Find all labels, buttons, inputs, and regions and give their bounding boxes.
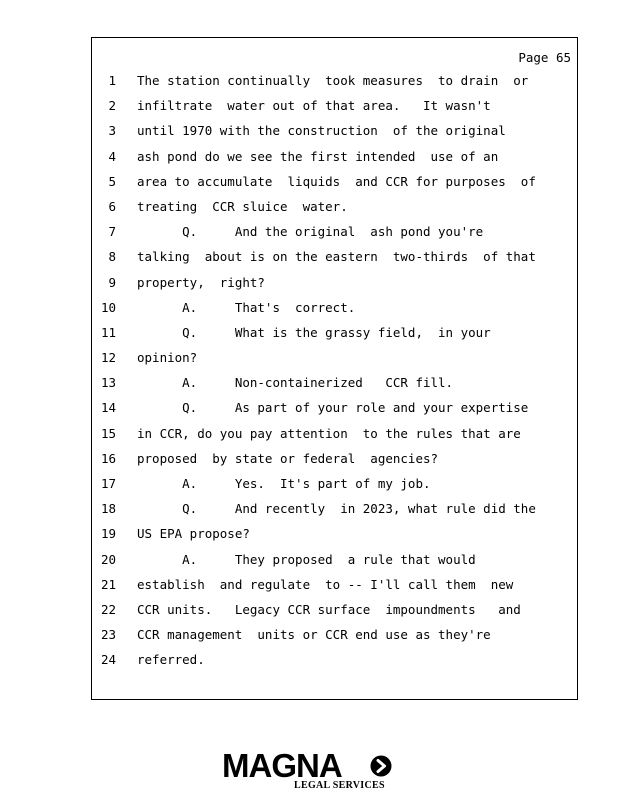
transcript-line [92,169,577,194]
line-text: Q. As part of your role and your expertise [137,400,529,416]
line-text: until 1970 with the construction of the original [137,123,506,139]
logo-subtitle: LEGAL SERVICES [294,780,385,791]
line-text: The station continually took measures to drain or [137,73,529,88]
transcript-line [92,395,577,420]
line-number: 4 [108,148,116,164]
line-number: 12 [100,350,116,366]
page-number: Page 65 [518,50,571,65]
line-text: CCR management units or CCR end use as they're [137,627,491,643]
line-number: 23 [100,627,116,643]
transcript-line [92,244,577,269]
line-text: treating CCR sluice water. [137,198,348,214]
transcript-page [91,37,578,700]
line-text: talking about is on the eastern two-thirds of that [137,249,536,265]
transcript-line [92,446,577,471]
line-text: US EPA propose? [137,526,250,542]
transcript-line [92,370,577,395]
transcript-body [92,68,577,673]
transcript-line [92,345,577,370]
line-number: 3 [108,123,116,139]
transcript-line [92,647,577,672]
line-number: 1 [108,73,116,88]
line-number: 21 [100,576,116,592]
line-number: 11 [100,324,116,340]
line-number: 5 [108,173,116,189]
transcript-line [92,118,577,143]
line-text: Q. And the original ash pond you're [137,224,484,240]
chevron-right-circle-icon [370,755,392,777]
line-number: 14 [100,400,116,416]
line-text: opinion? [137,350,198,366]
transcript-line [92,270,577,295]
line-number: 6 [108,198,116,214]
line-text: area to accumulate liquids and CCR for purposes of [137,173,536,189]
transcript-line [92,421,577,446]
logo-wordmark: MAGNA [222,747,342,784]
line-number: 8 [108,249,116,265]
line-number: 7 [108,224,116,240]
line-text: Q. And recently in 2023, what rule did the [137,501,536,517]
transcript-line [92,572,577,597]
line-number: 22 [100,601,116,617]
transcript-line [92,68,577,93]
line-text: proposed by state or federal agencies? [137,450,439,466]
line-text: in CCR, do you pay attention to the rules that are [137,425,521,441]
line-number: 15 [100,425,116,441]
line-number: 13 [100,375,116,391]
transcript-line [92,622,577,647]
line-number: 24 [100,652,116,668]
transcript-line [92,144,577,169]
transcript-line [92,496,577,521]
transcript-line [92,547,577,572]
transcript-line [92,194,577,219]
line-text: ash pond do we see the first intended use of an [137,148,499,164]
transcript-line [92,471,577,496]
line-number: 2 [108,98,116,114]
line-number: 20 [100,551,116,567]
transcript-line [92,295,577,320]
transcript-line [92,320,577,345]
line-number: 16 [100,450,116,466]
line-number: 19 [100,526,116,542]
line-text: Q. What is the grassy field, in your [137,324,491,340]
line-number: 9 [108,274,116,290]
line-number: 18 [100,501,116,517]
transcript-line [92,219,577,244]
line-number: 10 [100,299,116,315]
line-text: A. They proposed a rule that would [137,551,476,567]
line-text: A. That's correct. [137,299,356,315]
line-text: establish and regulate to -- I'll call them new [137,576,514,592]
line-text: A. Non-containerized CCR fill. [137,375,454,391]
line-text: infiltrate water out of that area. It wasn't [137,98,491,114]
transcript-line [92,521,577,546]
line-text: referred. [137,652,205,668]
magna-logo [222,748,396,792]
transcript-line [92,597,577,622]
line-number: 17 [100,476,116,491]
line-text: property, right? [137,274,265,290]
transcript-line [92,93,577,118]
line-text: A. Yes. It's part of my job. [137,476,431,491]
line-text: CCR units. Legacy CCR surface impoundments and [137,601,521,617]
